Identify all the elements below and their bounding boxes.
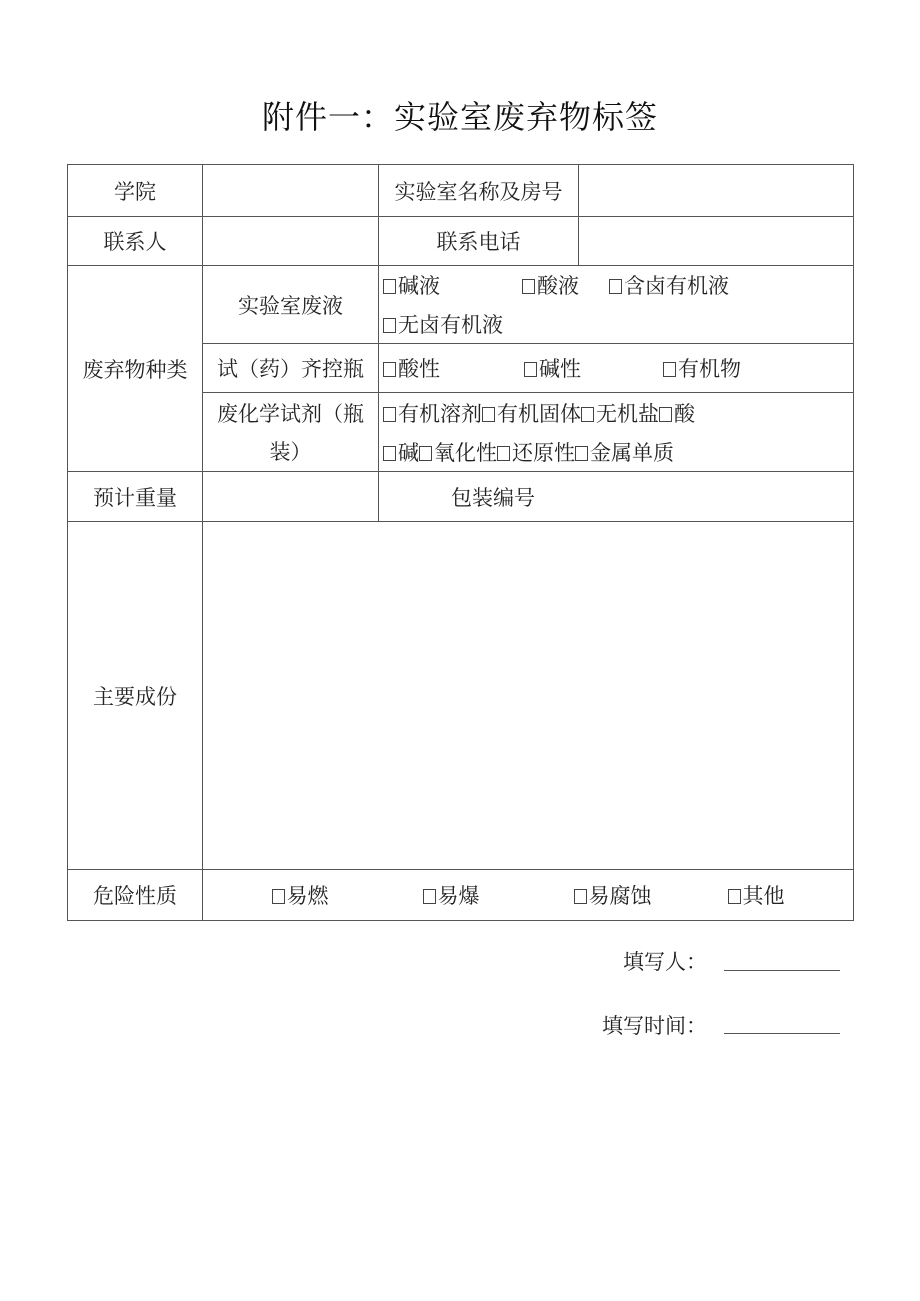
waste-label-form bbox=[67, 164, 854, 921]
waste-chemical-label-line2: 装） bbox=[269, 440, 312, 464]
checkbox-other[interactable] bbox=[728, 889, 741, 904]
checkbox-explosive[interactable] bbox=[423, 889, 436, 904]
option-alkali: 碱 bbox=[398, 440, 419, 465]
filler-label: 填写人： bbox=[623, 950, 707, 974]
option-acid-liquid: 酸液 bbox=[537, 274, 579, 298]
checkbox-corrosive[interactable] bbox=[574, 889, 587, 904]
option-organic-matter: 有机物 bbox=[678, 357, 741, 381]
option-acid: 酸 bbox=[674, 401, 695, 426]
row-weight bbox=[68, 472, 854, 522]
checkbox-halogenated-organic[interactable] bbox=[609, 279, 622, 294]
checkbox-reducing[interactable] bbox=[497, 446, 510, 461]
main-components-label: 主要成份 bbox=[68, 522, 203, 870]
option-inorganic-salt: 无机盐 bbox=[596, 401, 659, 426]
option-reducing: 还原性 bbox=[512, 440, 575, 465]
checkbox-alkali-liquid[interactable] bbox=[383, 279, 396, 294]
lab-waste-liquid-options bbox=[379, 266, 854, 344]
option-organic-solid: 有机固体 bbox=[497, 401, 581, 426]
hazard-options bbox=[203, 870, 854, 921]
option-flammable: 易燃 bbox=[286, 884, 329, 908]
contact-field[interactable] bbox=[203, 217, 379, 266]
option-alkali-liquid: 碱液 bbox=[398, 274, 440, 298]
row-contact bbox=[68, 217, 854, 266]
phone-label: 联系电话 bbox=[379, 217, 579, 266]
waste-chemical-options bbox=[379, 393, 854, 472]
checkbox-non-halogenated-organic[interactable] bbox=[383, 318, 396, 333]
fill-time-label: 填写时间： bbox=[602, 1014, 707, 1038]
checkbox-inorganic-salt[interactable] bbox=[581, 407, 594, 422]
waste-chemical-label bbox=[203, 393, 379, 472]
college-label: 学院 bbox=[68, 165, 203, 217]
checkbox-flammable[interactable] bbox=[272, 889, 285, 904]
lab-name-label: 实验室名称及房号 bbox=[379, 165, 579, 217]
package-no-label: 包装编号 bbox=[451, 485, 535, 510]
waste-chemical-label-line1: 废化学试剂（瓶 bbox=[217, 402, 364, 426]
checkbox-organic-solid[interactable] bbox=[482, 407, 495, 422]
reagent-bottle-options bbox=[379, 344, 854, 393]
row-lab-waste-liquid bbox=[68, 266, 854, 344]
checkbox-acid-liquid[interactable] bbox=[522, 279, 535, 294]
option-non-halogenated-organic: 无卤有机液 bbox=[398, 313, 503, 337]
waste-type-label: 废弃物种类 bbox=[68, 266, 203, 472]
checkbox-organic-solvent[interactable] bbox=[383, 407, 396, 422]
filler-line[interactable] bbox=[724, 950, 840, 971]
reagent-bottle-label: 试（药）齐控瓶 bbox=[203, 344, 379, 393]
weight-label: 预计重量 bbox=[68, 472, 203, 522]
checkbox-acidic[interactable] bbox=[383, 362, 396, 377]
option-metal-element: 金属单质 bbox=[590, 440, 674, 465]
row-main-components bbox=[68, 522, 854, 870]
option-organic-solvent: 有机溶剂 bbox=[398, 401, 482, 426]
checkbox-basic[interactable] bbox=[524, 362, 537, 377]
option-corrosive: 易腐蚀 bbox=[588, 884, 652, 908]
lab-name-field[interactable] bbox=[579, 165, 854, 217]
page-title: 附件一：实验室废弃物标签 bbox=[261, 98, 658, 136]
checkbox-organic-matter[interactable] bbox=[663, 362, 676, 377]
checkbox-oxidizing[interactable] bbox=[419, 446, 432, 461]
fill-time-line[interactable] bbox=[724, 1013, 840, 1034]
row-hazard bbox=[68, 870, 854, 921]
hazard-label: 危险性质 bbox=[68, 870, 203, 921]
contact-label: 联系人 bbox=[68, 217, 203, 266]
row-college bbox=[68, 165, 854, 217]
lab-waste-liquid-label: 实验室废液 bbox=[203, 266, 379, 344]
main-components-field[interactable] bbox=[203, 522, 854, 870]
checkbox-alkali[interactable] bbox=[383, 446, 396, 461]
checkbox-metal-element[interactable] bbox=[575, 446, 588, 461]
option-halogenated-organic: 含卤有机液 bbox=[624, 274, 729, 298]
package-no-cell[interactable] bbox=[379, 472, 854, 522]
checkbox-acid[interactable] bbox=[659, 407, 672, 422]
option-other: 其他 bbox=[742, 884, 785, 908]
college-field[interactable] bbox=[203, 165, 379, 217]
option-oxidizing: 氧化性 bbox=[434, 440, 497, 465]
option-explosive: 易爆 bbox=[437, 884, 480, 908]
option-acidic: 酸性 bbox=[398, 357, 440, 381]
option-basic: 碱性 bbox=[539, 357, 581, 381]
weight-field[interactable] bbox=[203, 472, 379, 522]
phone-field[interactable] bbox=[579, 217, 854, 266]
